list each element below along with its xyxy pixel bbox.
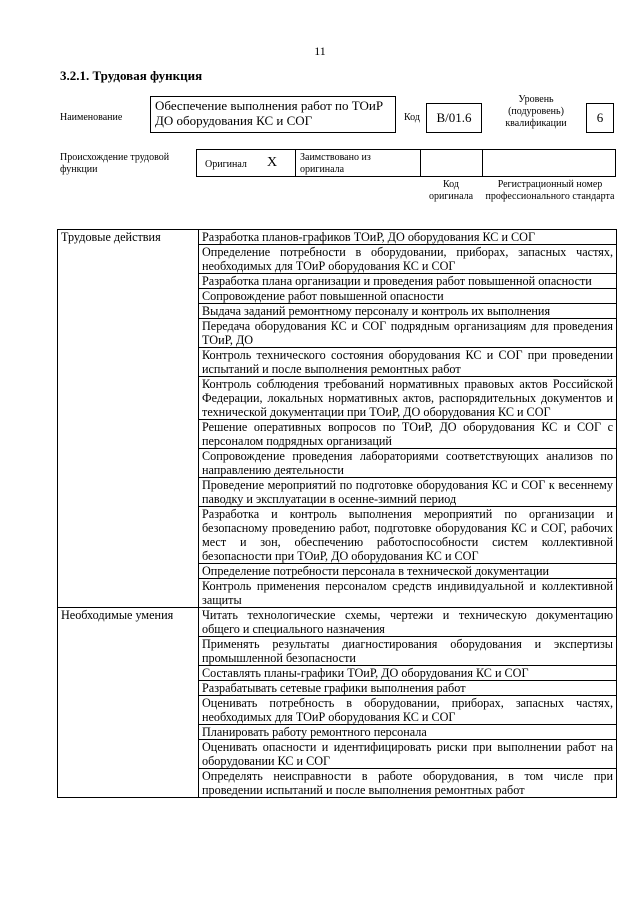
original-label: Оригинал — [205, 159, 247, 170]
level-label: Уровень (подуровень) квалификации — [505, 94, 567, 129]
list-item: Контроль соблюдения требований нормативных правовых актов Российской Федерации, локальных нормативных актов, распорядительных документов и технической документации при ТОиР, ДО оборудования КС и СОГ — [199, 377, 617, 420]
list-item: Применять результаты диагностирования оборудования и экспертизы промышленной безопасности — [199, 637, 617, 666]
divider — [420, 149, 421, 177]
list-item: Определение потребности персонала в технической документации — [199, 564, 617, 579]
code-label: Код — [404, 112, 420, 123]
list-item: Оценивать потребность в оборудовании, приборах, запасных частях, необходимых для ТОиР оборудования КС и СОГ — [199, 696, 617, 725]
original-mark: Х — [266, 155, 278, 170]
list-item: Разработка плана организации и проведения работ повышенной опасности — [199, 274, 617, 289]
function-name: Обеспечение выполнения работ по ТОиР ДО оборудования КС и СОГ — [150, 96, 396, 133]
page-number: 11 — [314, 44, 326, 58]
level-value: 6 — [586, 103, 614, 133]
list-item: Планировать работу ремонтного персонала — [199, 725, 617, 740]
section-label: Трудовые действия — [58, 230, 199, 608]
code-original-caption: Код оригинала — [428, 179, 474, 202]
code-value: В/01.6 — [426, 103, 482, 133]
list-item: Разработка планов-графиков ТОиР, ДО оборудования КС и СОГ — [199, 230, 617, 245]
list-item: Проведение мероприятий по подготовке оборудования КС и СОГ к весеннему паводку и эксплуатации в осенне-зимний период — [199, 478, 617, 507]
list-item: Определение потребности в оборудовании, приборах, запасных частях, необходимых для ТОиР оборудования КС и СОГ — [199, 245, 617, 274]
name-label: Наименование — [60, 112, 123, 123]
section-label: Необходимые умения — [58, 608, 199, 798]
reg-number-caption: Регистрационный номер профессионального стандарта — [485, 179, 615, 202]
list-item: Сопровождение проведения лабораториями соответствующих анализов по направлению деятельности — [199, 449, 617, 478]
list-item: Разрабатывать сетевые графики выполнения работ — [199, 681, 617, 696]
list-item: Контроль применения персоналом средств индивидуальной и коллективной защиты — [199, 579, 617, 608]
list-item: Разработка и контроль выполнения мероприятий по организации и безопасному проведению работ, подготовке оборудования КС и СОГ, рабочих мест и зон, обеспечению работоспособности систем коллективной безопасности при ТОиР, ДО оборудования КС и СОГ — [199, 507, 617, 564]
borrowed-label: Заимствовано из оригинала — [300, 152, 371, 175]
list-item: Определять неисправности в работе оборудования, в том числе при проведении испытаний и после выполнения ремонтных работ — [199, 769, 617, 798]
origin-table — [196, 149, 616, 177]
section-title: 3.2.1. Трудовая функция — [60, 68, 203, 83]
table-row — [58, 230, 617, 245]
list-item: Контроль технического состояния оборудования КС и СОГ при проведении испытаний и после выполнения ремонтных работ — [199, 348, 617, 377]
list-item: Сопровождение работ повышенной опасности — [199, 289, 617, 304]
function-table — [57, 229, 617, 798]
origin-label: Происхождение трудовой функции — [60, 152, 170, 175]
list-item: Решение оперативных вопросов по ТОиР, ДО оборудования КС и СОГ с персоналом подрядных организаций — [199, 420, 617, 449]
table-row — [58, 608, 617, 637]
divider — [482, 149, 483, 177]
list-item: Составлять планы-графики ТОиР, ДО оборудования КС и СОГ — [199, 666, 617, 681]
list-item: Оценивать опасности и идентифицировать риски при выполнении работ на оборудовании КС и СОГ — [199, 740, 617, 769]
list-item: Читать технологические схемы, чертежи и техническую документацию общего и специального назначения — [199, 608, 617, 637]
divider — [295, 149, 296, 177]
list-item: Выдача заданий ремонтному персоналу и контроль их выполнения — [199, 304, 617, 319]
list-item: Передача оборудования КС и СОГ подрядным организациям для проведения ТОиР, ДО — [199, 319, 617, 348]
